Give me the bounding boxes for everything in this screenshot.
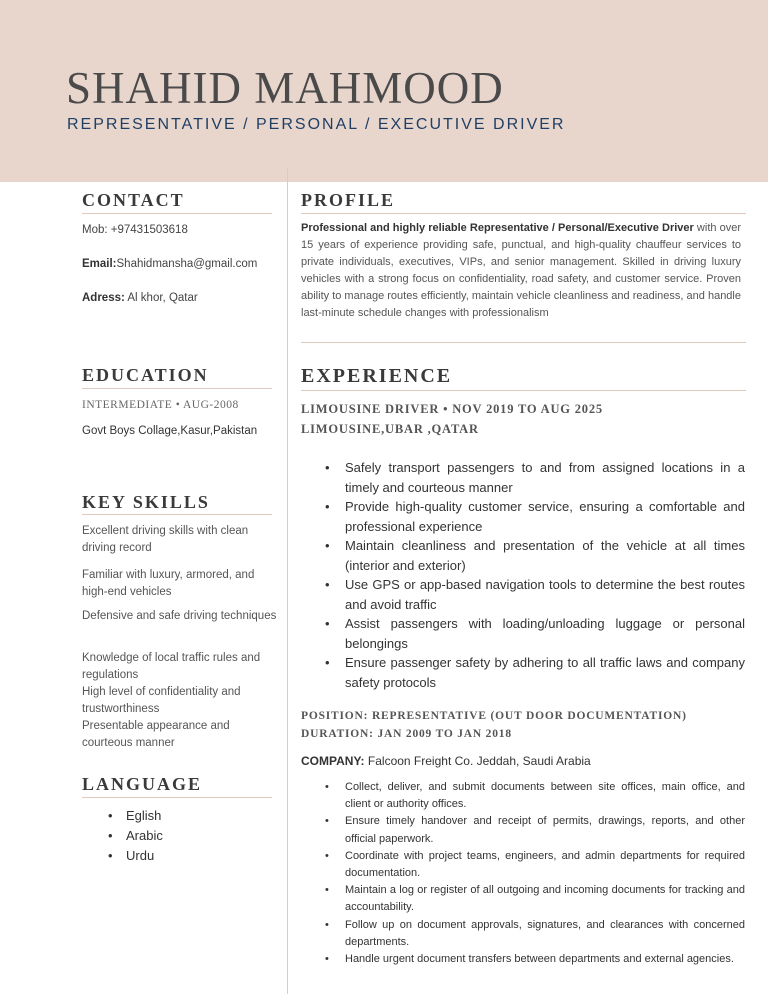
- skill-item: High level of confidentiality and trustworthiness: [82, 686, 241, 715]
- education-heading: EDUCATION: [82, 365, 209, 385]
- job1-title: LIMOUSINE DRIVER • NOV 2019 TO AUG 2025: [301, 402, 603, 416]
- job1-duty-item: • Safely transport passengers to and from assigned locations in a timely and courteous manner: [325, 458, 745, 497]
- email-label: Email:: [82, 258, 117, 270]
- column-divider: [287, 168, 288, 994]
- address-value: Al khor, Qatar: [127, 292, 198, 304]
- job1-duties: [325, 458, 745, 692]
- contact-underline: [82, 213, 272, 214]
- profile-body-text: with over 15 years of experience providing safe, punctual, and high-quality chauffeur services to private individuals, executives, VIPs, and senior management. Skilled in driving luxury vehicles with a strong focus on confidentiality, road safety, and customer service. Proven ability to manage routes efficiently, maintain vehicle cleanliness and readiness, and handle last-minute schedule changes with professionalism: [301, 222, 741, 319]
- education-level: INTERMEDIATE • AUG-2008: [82, 399, 239, 411]
- skill-item: Knowledge of local traffic rules and regulations: [82, 652, 261, 681]
- job2-position: POSITION: REPRESENTATIVE (OUT DOOR DOCUMENTATION): [301, 710, 687, 722]
- company-value: Falcoon Freight Co. Jeddah, Saudi Arabia: [367, 754, 591, 768]
- experience-underline: [301, 390, 746, 391]
- skill-item: Defensive and safe driving techniques: [82, 610, 277, 622]
- profile-underline: [301, 213, 746, 214]
- language-heading: LANGUAGE: [82, 774, 203, 794]
- profile-bottom-line: [301, 342, 746, 343]
- skill-item: Familiar with luxury, armored, and high-end vehicles: [82, 569, 255, 598]
- job1-duty-item: • Ensure passenger safety by adhering to all traffic laws and company safety protocols: [325, 653, 745, 692]
- key-skills-heading: KEY SKILLS: [82, 492, 210, 512]
- email-value[interactable]: Shahidmansha@gmail.com: [116, 258, 258, 270]
- job2-duration: DURATION: JAN 2009 TO JAN 2018: [301, 728, 512, 740]
- job2-duty-item: • Ensure timely handover and receipt of permits, drawings, reports, and other official paperwork.: [325, 813, 745, 847]
- contact-mobile: [82, 224, 188, 236]
- job2-duty-item: • Coordinate with project teams, engineers, and admin departments for required documentation.: [325, 848, 745, 882]
- language-list: [108, 806, 163, 866]
- address-label: Adress:: [82, 292, 125, 304]
- education-underline: [82, 388, 272, 389]
- applicant-name: SHAHID MAHMOOD: [66, 63, 504, 113]
- company-label: COMPANY:: [301, 754, 365, 768]
- profile-heading: PROFILE: [301, 190, 396, 210]
- job1-duty-item: • Maintain cleanliness and presentation of the vehicle at all times (interior and exterior): [325, 536, 745, 575]
- job1-duty-item: • Use GPS or app-based navigation tools to determine the best routes and avoid traffic: [325, 575, 745, 614]
- key-skills-underline: [82, 514, 272, 515]
- job-subtitle: REPRESENTATIVE / PERSONAL / EXECUTIVE DRIVER: [67, 116, 566, 133]
- profile-bold-text: Professional and highly reliable Representative / Personal/Executive Driver: [301, 222, 694, 234]
- job1-company: LIMOUSINE,UBAR ,QATAR: [301, 422, 479, 436]
- contact-heading: CONTACT: [82, 190, 185, 210]
- contact-address: [82, 292, 198, 304]
- experience-heading: EXPERIENCE: [301, 365, 453, 387]
- language-item: • Arabic: [108, 826, 163, 846]
- job2-duty-item: • Follow up on document approvals, signatures, and clearances with concerned departments.: [325, 917, 745, 951]
- skill-item: Excellent driving skills with clean driving record: [82, 525, 249, 554]
- education-school: Govt Boys Collage,Kasur,Pakistan: [82, 425, 258, 437]
- skill-item: Presentable appearance and courteous manner: [82, 720, 230, 749]
- language-item: • Eglish: [108, 806, 163, 826]
- mobile-value[interactable]: +97431503618: [110, 224, 188, 236]
- job2-duty-item: • Maintain a log or register of all outgoing and incoming documents for tracking and accountability.: [325, 882, 745, 916]
- language-underline: [82, 797, 272, 798]
- contact-email: [82, 258, 257, 270]
- job2-duties: [325, 779, 745, 968]
- mobile-label: Mob:: [82, 224, 108, 236]
- profile-summary: [301, 220, 741, 322]
- job1-duty-item: • Assist passengers with loading/unloading luggage or personal belongings: [325, 614, 745, 653]
- job1-duty-item: • Provide high-quality customer service, ensuring a comfortable and professional experience: [325, 497, 745, 536]
- job2-company: [301, 754, 591, 768]
- job2-duty-item: • Collect, deliver, and submit documents between site offices, main office, and client or authority offices.: [325, 779, 745, 813]
- job2-duty-item: • Handle urgent document transfers between departments and external agencies.: [325, 951, 745, 968]
- language-item: • Urdu: [108, 846, 163, 866]
